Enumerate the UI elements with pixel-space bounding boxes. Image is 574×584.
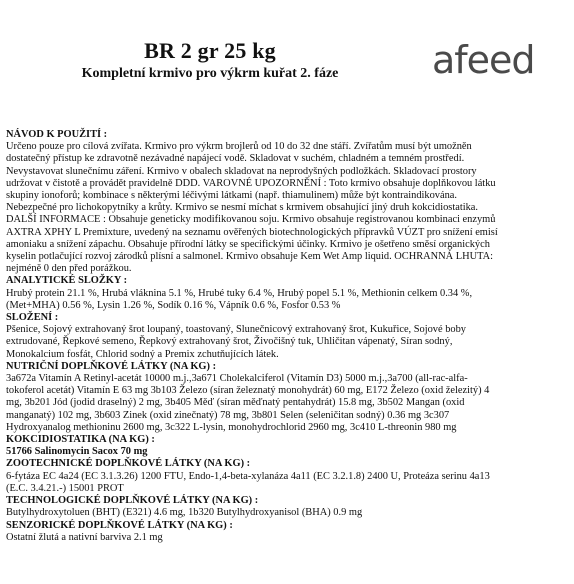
text-line: (E.C. 3.4.21.-) 15001 PROT: [6, 482, 124, 494]
text-line: Hydroxyanalog methioninu 2600 mg, 3c322 L-lysin, monohydrochlorid 2960 mg, 3c410 L-threonin 980 mg: [6, 421, 457, 433]
text-line: Určeno pouze pro cílová zvířata. Krmivo pro výkrm brojlerů od 10 do 32 dne stáří. Zvířatům musí být umožněn: [6, 141, 472, 153]
text-line: Butylhydroxytoluen (BHT) (E321) 4.6 mg, 1b320 Butylhydroxyanisol (BHA) 0.9 mg: [6, 507, 363, 519]
text-line: 3a672a Vitamín A Retinyl-acetát 10000 m.j.,3a671 Cholekalciferol (Vitamín D3) 5000 m.j.,3a700 (all-rac-alfa-: [6, 373, 468, 385]
text-line: udržovat v čistotě a provádět pravidelně DDD. VAROVNÉ UPOZORNĚNÍ : Toto krmivo obsahuje doplňkovou látku: [6, 177, 496, 189]
text-line: DALŠÍ INFORMACE : Obsahuje geneticky modifikovanou soju. Krmivo obsahuje registrovanou kombinaci enzymů: [6, 214, 496, 226]
sensory-text: [6, 532, 566, 544]
text-line: Nebezpečné pro lichokopytníky a krůty. Krmivo se nesmí míchat s krmivem obsahující jiný druh kokcidiostatika.: [6, 202, 478, 214]
usage-heading: NÁVOD K POUŽITÍ :: [6, 129, 108, 140]
text-line: 51766 Salinomycin Sacox 70 mg: [6, 446, 148, 458]
technological-heading: TECHNOLOGICKÉ DOPLŇKOVÉ LÁTKY (NA KG) :: [6, 495, 259, 507]
text-line: dostatečný přístup ke zdravotně nezávadné napájecí vodě. Skladovat v suchém, chladném a temném prostředí.: [6, 153, 465, 165]
text-line: Monokalcium fosfát, Chlorid sodný a Premix zchutňujících látek.: [6, 348, 279, 360]
zootechnical-heading: ZOOTECHNICKÉ DOPLŇKOVÉ LÁTKY (NA KG) :: [6, 458, 251, 470]
usage-text: [6, 141, 566, 275]
text-line: extrudované, Řepkové semeno, Řepkový extrahovaný šrot, Živočišný tuk, Uhličitan vápenatý, Síran sodný,: [6, 336, 453, 348]
text-line: kyselin potlačující rozvoj zárodků plísní a salmonel. Krmivo obsahuje Kem Wet Amp liquid. OCHRANNÁ LHUTA:: [6, 251, 494, 263]
text-line: nejméně 0 den před porážkou.: [6, 263, 132, 275]
product-subtitle: Kompletní krmivo pro výkrm kuřat 2. fáze: [81, 66, 339, 81]
analytic-text: [6, 288, 566, 312]
text-line: amoniaku a snížení zápachu. Obsahuje přírodní látky se specifickými účinky. Krmivo je ošetřeno směsí organických: [6, 238, 490, 250]
technological-text: [6, 507, 566, 519]
label-header: [0, 0, 574, 120]
text-line: mg, 3b201 Jód (jodid draselný) 2 mg, 3b405 Měď (síran měďnatý pentahydrát) 15.8 mg, 3b502 Mangan (oxid: [6, 397, 465, 409]
afeed-logo: afeed: [432, 38, 535, 82]
text-line: 6-fytáza EC 4a24 (EC 3.1.3.26) 1200 FTU, Endo-1,4-beta-xylanáza 4a11 (EC 3.2.1.8) 2400 U, Proteáza serinu 4a13: [6, 470, 490, 482]
coccidiostatics-heading: KOKCIDIOSTATIKA (NA KG) :: [6, 434, 155, 446]
nutritional-heading: NUTRIČNÍ DOPLŇKOVÉ LÁTKY (NA KG) :: [6, 360, 217, 372]
coccidiostatics-text: [6, 446, 566, 458]
text-line: manganatý) 102 mg, 3b603 Zinek (oxid zinečnatý) 78 mg, 3b801 Selen (seleničitan sodný) 0.36 mg 3c307: [6, 409, 450, 421]
zootechnical-text: [6, 471, 566, 495]
nutritional-text: [6, 373, 566, 434]
text-line: Ostatní žlutá a nativní barviva 2.1 mg: [6, 531, 163, 543]
text-line: (Met+MHA) 0.56 %, Lysin 1.26 %, Sodík 0.16 %, Vápník 0.6 %, Fosfor 0.53 %: [6, 299, 341, 311]
text-line: Pšenice, Sojový extrahovaný šrot loupaný, toastovaný, Slunečnicový extrahovaný šrot, Kukuřice, Sojové boby: [6, 324, 466, 336]
text-line: skupiny ionoforů; kombinace s některými léčivými látkami (např. thiamulinem) může být kontraindikována.: [6, 190, 458, 202]
composition-text: [6, 324, 566, 361]
text-line: Hrubý protein 21.1 %, Hrubá vláknina 5.1 %, Hrubé tuky 6.4 %, Hrubý popel 5.1 %, Methionin celkem 0.34 %,: [6, 287, 473, 299]
product-title: BR 2 gr 25 kg: [144, 38, 276, 63]
analytic-heading: ANALYTICKÉ SLOŽKY :: [6, 275, 128, 287]
text-line: AXTRA XPHY L Premixture, uvedený na seznamu ověřených biotechnologických přípravků VÚZT pro snížení emisí: [6, 226, 498, 238]
sensory-heading: SENZORICKÉ DOPLŇKOVÉ LÁTKY (NA KG) :: [6, 519, 233, 531]
text-line: tokoferol acetát) Vitamín E 63 mg 3b103 Železo (síran železnatý monohydrát) 60 mg, E172 Železo (oxid železitý) 4: [6, 385, 490, 397]
label-body: [6, 129, 566, 544]
text-line: Nevystavovat slunečnímu záření. Krmivo v obalech skladovat na neprodyšných podložkách. Skladovací prostory: [6, 165, 477, 177]
composition-heading: SLOŽENÍ :: [6, 312, 59, 324]
